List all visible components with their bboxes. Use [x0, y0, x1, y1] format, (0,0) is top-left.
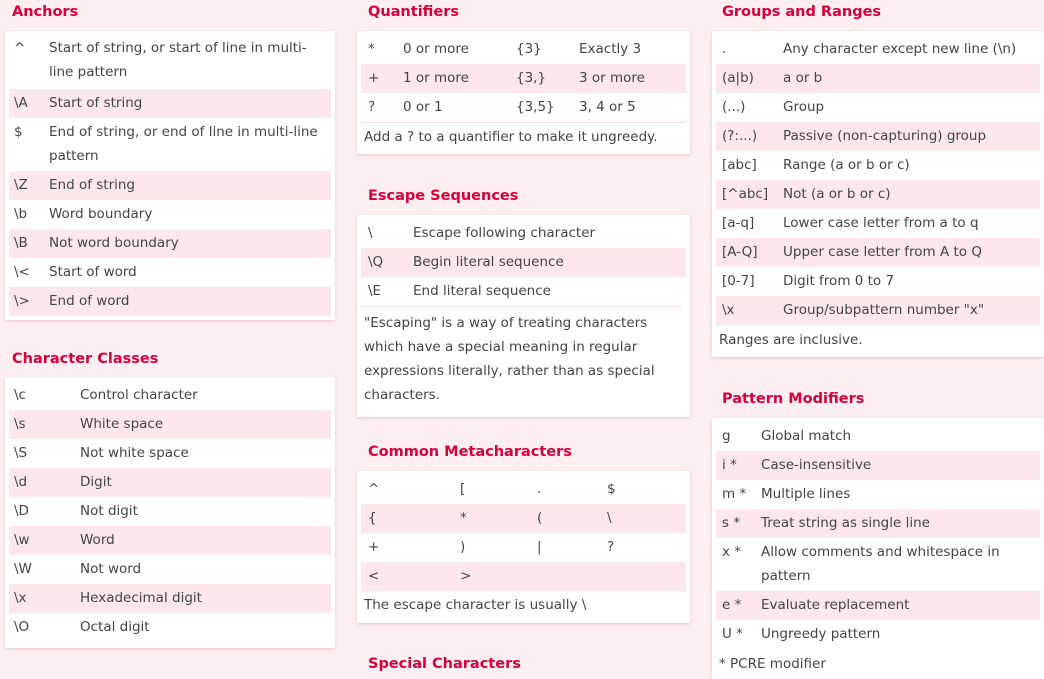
table-row [716, 64, 1040, 93]
code-cell: \E [368, 283, 382, 299]
code-cell: [abc] [722, 157, 757, 173]
table-row [716, 180, 1040, 209]
table-row [9, 613, 331, 642]
table-row [9, 497, 331, 526]
table-row [9, 526, 331, 555]
desc-cell: End of string [49, 177, 136, 193]
desc-cell: Group [783, 99, 825, 115]
meta-cell: < [368, 568, 380, 584]
desc-cell: Not word boundary [49, 235, 179, 251]
code-cell: \x [722, 302, 735, 318]
table-row [361, 562, 686, 591]
table-row [716, 35, 1040, 64]
meta-cell: | [537, 539, 542, 555]
meta-cell: ( [537, 510, 543, 526]
table-row [9, 200, 331, 229]
table-row [716, 591, 1040, 620]
table-row [716, 620, 1040, 649]
desc-cell: 3, 4 or 5 [579, 99, 636, 115]
table-row [716, 238, 1040, 267]
code-cell: g [722, 428, 731, 444]
table-row [361, 35, 686, 64]
code-cell: \s [14, 416, 26, 432]
table-row [9, 381, 331, 410]
code-cell: [^abc] [722, 186, 769, 202]
meta-cell: > [460, 568, 472, 584]
code-cell: {3,} [516, 70, 547, 86]
code-cell: \A [14, 95, 28, 111]
table-row [716, 296, 1040, 325]
metacharacters-note: The escape character is usually \ [364, 597, 587, 613]
desc-cell: End literal sequence [413, 283, 551, 299]
code-cell: \ [368, 225, 373, 241]
table-row [716, 422, 1040, 451]
code-cell: \w [14, 532, 30, 548]
table-row [9, 171, 331, 200]
code-cell: ? [368, 99, 376, 115]
code-cell: \x [14, 590, 27, 606]
desc-cell: Start of word [49, 264, 137, 280]
code-cell: x * [722, 544, 742, 560]
table-row [716, 93, 1040, 122]
table-row [9, 439, 331, 468]
pattern-modifiers-title: Pattern Modifiers [722, 391, 865, 407]
desc-cell: Not word [80, 561, 142, 577]
code-cell: \O [14, 619, 30, 635]
desc-cell: Evaluate replacement [761, 597, 910, 613]
desc-cell: Digit [80, 474, 112, 490]
desc-cell: Digit from 0 to 7 [783, 273, 895, 289]
groups-and-ranges-title: Groups and Ranges [722, 4, 882, 20]
code-cell: i * [722, 457, 737, 473]
meta-cell: [ [460, 481, 466, 497]
code-cell: $ [14, 124, 23, 140]
desc-cell: End of string, or end of line in multi-line pattern [49, 124, 318, 164]
desc-cell: a or b [783, 70, 823, 86]
desc-cell: Start of string, or start of line in multi-line pattern [49, 40, 307, 80]
table-row [716, 151, 1040, 180]
character-classes-card [5, 377, 335, 648]
desc-cell: Begin literal sequence [413, 254, 564, 270]
code-cell: (a|b) [722, 70, 754, 86]
table-row [9, 410, 331, 439]
table-row [361, 475, 686, 504]
table-row [361, 93, 686, 122]
desc-cell: Passive (non-capturing) group [783, 128, 987, 144]
groups-ranges-card [712, 31, 1044, 357]
table-row [716, 122, 1040, 151]
table-row [9, 584, 331, 613]
table-row [361, 277, 686, 306]
table-row [9, 31, 331, 89]
code-cell: {3,5} [516, 99, 555, 115]
code-cell: [A-Q] [722, 244, 758, 260]
desc-cell: Not (a or b or c) [783, 186, 891, 202]
table-row [716, 480, 1040, 509]
desc-cell: Octal digit [80, 619, 150, 635]
table-row [361, 504, 686, 533]
desc-cell: 0 or 1 [403, 99, 443, 115]
table-row [361, 248, 686, 277]
code-cell: (...) [722, 99, 746, 115]
code-cell: ^ [14, 40, 26, 56]
table-row [716, 267, 1040, 296]
desc-cell: Any character except new line (\n) [783, 41, 1017, 57]
meta-cell: \ [607, 510, 612, 526]
desc-cell: 3 or more [579, 70, 645, 86]
quantifiers-card [357, 31, 690, 154]
common-metacharacters-title: Common Metacharacters [368, 444, 572, 460]
meta-cell: $ [607, 481, 616, 497]
anchors-title: Anchors [12, 4, 79, 20]
code-cell: e * [722, 597, 742, 613]
desc-cell: Word [80, 532, 115, 548]
desc-cell: Escape following character [413, 225, 596, 241]
code-cell: {3} [516, 41, 542, 57]
table-row [9, 258, 331, 287]
table-row [9, 287, 331, 316]
table-row [9, 468, 331, 497]
meta-cell: . [537, 481, 542, 497]
escape-sequences-card [357, 215, 690, 417]
desc-cell: 1 or more [403, 70, 469, 86]
code-cell: [a-q] [722, 215, 755, 231]
desc-cell: Start of string [49, 95, 143, 111]
table-row [716, 209, 1040, 238]
character-classes-title: Character Classes [12, 351, 159, 367]
special-characters-title: Special Characters [368, 656, 521, 672]
desc-cell: Range (a or b or c) [783, 157, 910, 173]
meta-cell: ? [607, 539, 615, 555]
code-cell: [0-7] [722, 273, 755, 289]
code-cell: . [722, 41, 727, 57]
table-row [361, 533, 686, 562]
desc-cell: Not digit [80, 503, 138, 519]
table-row [9, 89, 331, 118]
desc-cell: Word boundary [49, 206, 153, 222]
quantifiers-title: Quantifiers [368, 4, 460, 20]
pattern-modifiers-card [712, 418, 1044, 679]
code-cell: m * [722, 486, 747, 502]
table-row [9, 555, 331, 584]
desc-cell: End of word [49, 293, 130, 309]
meta-cell: + [368, 539, 380, 555]
desc-cell: Control character [80, 387, 198, 403]
code-cell: \W [14, 561, 32, 577]
table-row [9, 229, 331, 258]
desc-cell: Exactly 3 [579, 41, 642, 57]
code-cell: \B [14, 235, 28, 251]
code-cell: \Q [368, 254, 384, 270]
code-cell: (?:...) [722, 128, 758, 144]
metacharacters-card [357, 471, 690, 623]
desc-cell: Group/subpattern number "x" [783, 302, 985, 318]
code-cell: \D [14, 503, 29, 519]
desc-cell: White space [80, 416, 164, 432]
desc-cell: Case-insensitive [761, 457, 872, 473]
desc-cell: Global match [761, 428, 852, 444]
code-cell: \< [14, 264, 30, 280]
anchors-card [5, 31, 335, 320]
code-cell: \d [14, 474, 28, 490]
table-row [716, 451, 1040, 480]
desc-cell: Not white space [80, 445, 189, 461]
table-row [9, 118, 331, 171]
table-row [716, 538, 1040, 591]
quantifiers-note: Add a ? to a quantifier to make it ungreedy. [361, 122, 686, 152]
desc-cell: 0 or more [403, 41, 469, 57]
meta-cell: ^ [368, 481, 380, 497]
desc-cell: Treat string as single line [761, 515, 930, 531]
escape-sequences-note: "Escaping" is a way of treating characters which have a special meaning in regular expressions literally, rather than as special characters. [361, 306, 681, 407]
desc-cell: Ungreedy pattern [761, 626, 881, 642]
desc-cell: Multiple lines [761, 486, 851, 502]
code-cell: \> [14, 293, 30, 309]
code-cell: \S [14, 445, 28, 461]
pattern-modifiers-note: * PCRE modifier [719, 656, 826, 672]
desc-cell: Hexadecimal digit [80, 590, 202, 606]
table-row [361, 219, 686, 248]
table-row [716, 509, 1040, 538]
meta-cell: { [368, 510, 377, 526]
table-row [361, 64, 686, 93]
code-cell: s * [722, 515, 741, 531]
code-cell: + [368, 70, 380, 86]
code-cell: \c [14, 387, 26, 403]
code-cell: * [368, 41, 375, 57]
desc-cell: Lower case letter from a to q [783, 215, 979, 231]
meta-cell: * [460, 510, 467, 526]
meta-cell: ) [460, 539, 466, 555]
escape-sequences-title: Escape Sequences [368, 188, 519, 204]
code-cell: \b [14, 206, 28, 222]
desc-cell: Upper case letter from A to Q [783, 244, 982, 260]
code-cell: U * [722, 626, 743, 642]
desc-cell: Allow comments and whitespace in pattern [761, 544, 1000, 584]
groups-ranges-note: Ranges are inclusive. [719, 332, 863, 348]
code-cell: \Z [14, 177, 28, 193]
